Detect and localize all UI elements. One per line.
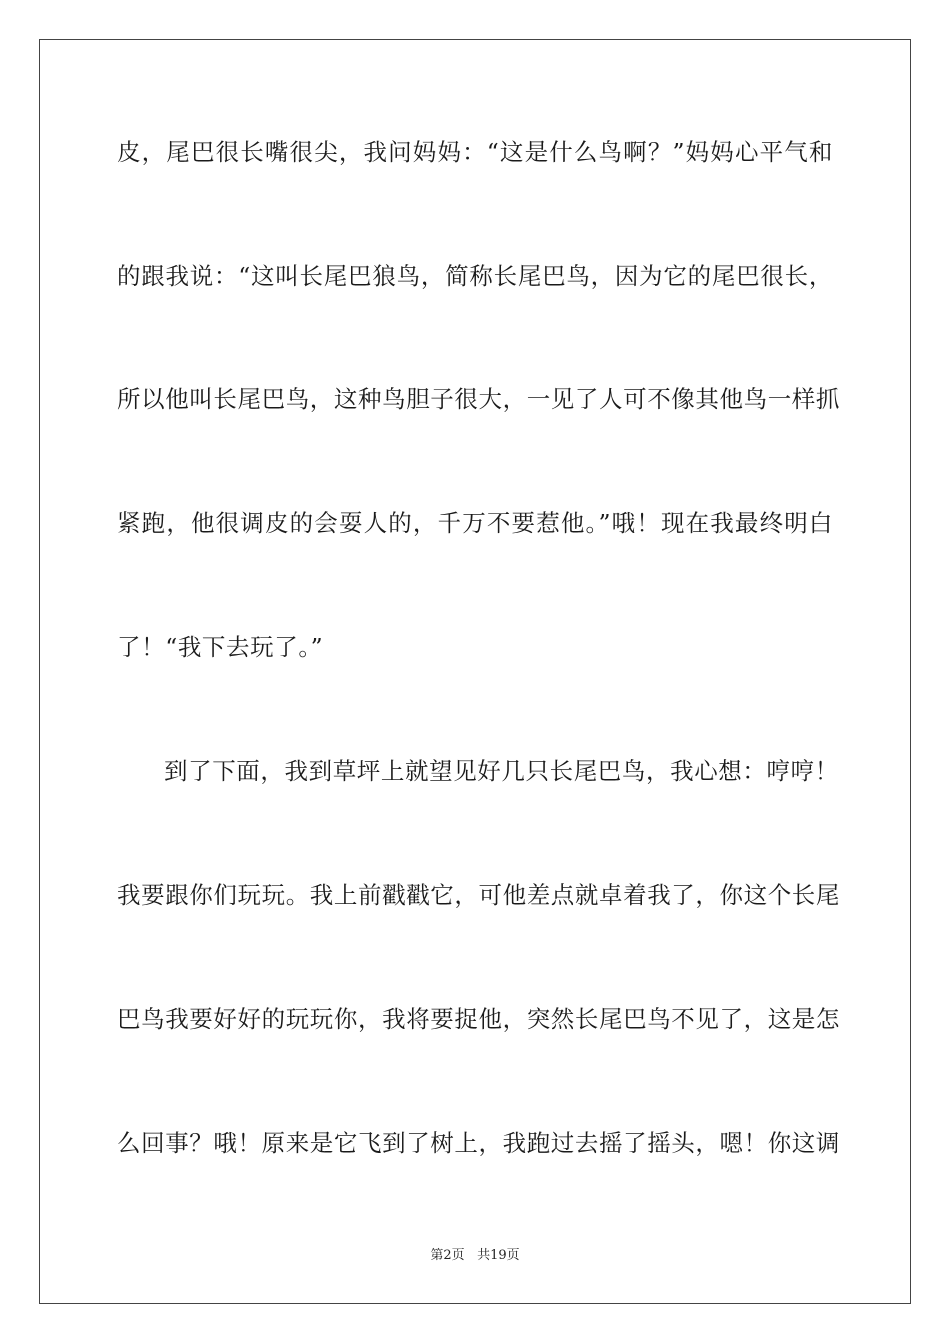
page-total: 共19页	[477, 1248, 520, 1263]
page-footer	[0, 1247, 950, 1265]
body-line-4: 紧跑，他很调皮的会耍人的，千万不要惹他。”哦！现在我最终明白	[117, 509, 833, 537]
body-line-9: 么回事？哦！原来是它飞到了树上，我跑过去摇了摇头，嗯！你这调	[117, 1129, 840, 1157]
body-line-2: 的跟我说：“这叫长尾巴狼鸟，简称长尾巴鸟，因为它的尾巴很长，	[117, 262, 833, 290]
body-line-1: 皮，尾巴很长嘴很尖，我问妈妈：“这是什么鸟啊？”妈妈心平气和	[117, 138, 833, 166]
page-border	[39, 39, 911, 1304]
body-line-8: 巴鸟我要好好的玩玩你，我将要捉他，突然长尾巴鸟不见了，这是怎	[117, 1005, 840, 1033]
body-line-3: 所以他叫长尾巴鸟，这种鸟胆子很大，一见了人可不像其他鸟一样抓	[117, 385, 840, 413]
paragraph-start-line: 到了下面，我到草坪上就望见好几只长尾巴鸟，我心想：哼哼！	[164, 757, 839, 785]
body-line-7: 我要跟你们玩玩。我上前戳戳它，可他差点就卓着我了，你这个长尾	[117, 881, 840, 909]
page-number: 第2页	[430, 1248, 465, 1263]
body-line-5: 了！“我下去玩了。”	[117, 633, 324, 661]
